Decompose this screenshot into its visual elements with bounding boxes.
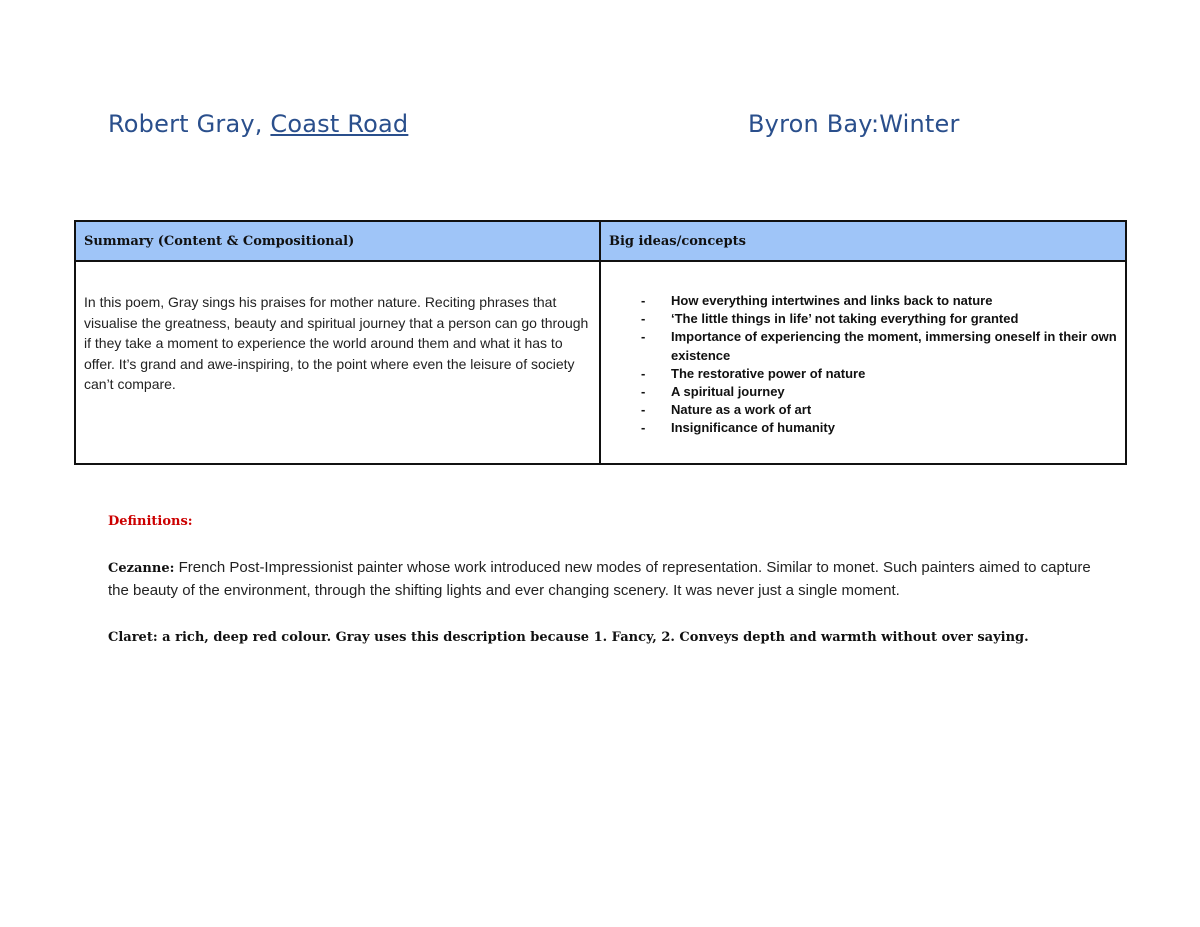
definition-cezanne <box>108 557 1108 602</box>
big-ideas-header: Big ideas/concepts <box>601 222 1125 262</box>
list-item: - The restorative power of nature <box>635 365 1117 383</box>
definition-text: a rich, deep red colour. Gray uses this description because 1. Fancy, 2. Conveys depth and warmth without over saying. <box>157 630 1029 645</box>
list-item: - Nature as a work of art <box>635 401 1117 419</box>
analysis-table <box>74 220 1127 465</box>
bullet-dash: - <box>641 329 646 345</box>
bullet-dash: - <box>641 384 646 400</box>
summary-header: Summary (Content & Compositional) <box>76 222 601 262</box>
list-item: - Importance of experiencing the moment, immersing oneself in their own existence <box>641 329 1117 363</box>
list-item: - A spiritual journey <box>635 383 1117 401</box>
definition-claret <box>108 627 1108 649</box>
list-item: - ‘The little things in life’ not taking everything for granted <box>635 310 1117 328</box>
poem-title: Coast Road <box>270 110 409 138</box>
definitions-heading: Definitions: <box>108 514 193 529</box>
bullet-dash: - <box>641 402 646 418</box>
summary-cell: In this poem, Gray sings his praises for mother nature. Reciting phrases that visualise the greatness, beauty and spiritual journey that a person can go through if they take a moment to experience the world around them and what it has to offer. It’s grand and awe-inspiring, to the point where even the leisure of society can’t compare. <box>76 262 601 463</box>
big-ideas-cell <box>601 262 1125 463</box>
list-item: - Insignificance of humanity <box>635 419 1117 437</box>
definition-term: Claret: <box>108 630 158 645</box>
big-ideas-list <box>609 292 1117 438</box>
bullet-dash: - <box>641 365 646 381</box>
poem-subtitle: Byron Bay:Winter <box>748 110 960 138</box>
definition-text: French Post-Impressionist painter whose work introduced new modes of representation. Similar to monet. Such painters aimed to capture the beauty of the environment, through the shifting lights and ever changing scenery. It was never just a single moment. <box>108 559 1091 599</box>
bullet-dash: - <box>641 311 646 327</box>
bullet-dash: - <box>641 420 646 436</box>
definition-term: Cezanne: <box>108 561 175 576</box>
list-item: - How everything intertwines and links back to nature <box>635 292 1117 310</box>
document-title <box>108 110 408 138</box>
bullet-dash: - <box>641 293 646 308</box>
author-name: Robert Gray, <box>108 110 271 138</box>
